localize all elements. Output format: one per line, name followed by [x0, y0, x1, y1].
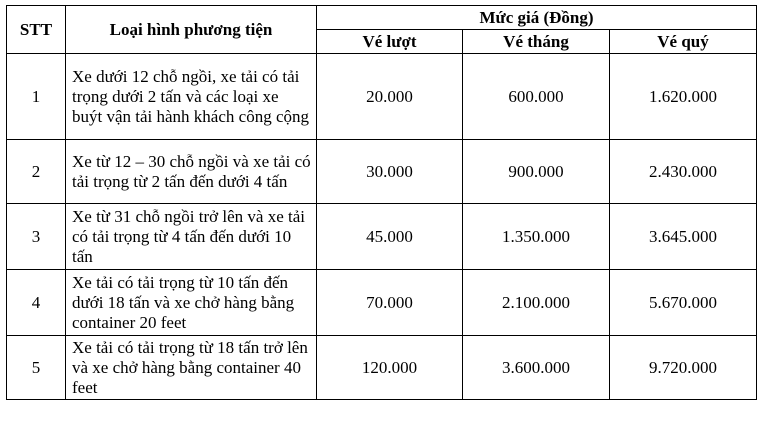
row-per-trip-price: 120.000	[317, 336, 463, 400]
row-per-trip-price: 30.000	[317, 140, 463, 204]
row-vehicle-type: Xe tải có tải trọng từ 18 tấn trở lên và xe chở hàng bằng container 40 feet	[66, 336, 317, 400]
table-row	[7, 336, 757, 400]
table-header	[7, 6, 757, 54]
row-vehicle-type: Xe từ 12 – 30 chỗ ngồi và xe tải có tải trọng từ 2 tấn đến dưới 4 tấn	[66, 140, 317, 204]
table-row	[7, 54, 757, 140]
header-price-group: Mức giá (Đồng)	[317, 6, 757, 30]
table-row	[7, 270, 757, 336]
table-row	[7, 204, 757, 270]
row-per-trip-price: 45.000	[317, 204, 463, 270]
header-vehicle-type: Loại hình phương tiện	[66, 6, 317, 54]
row-vehicle-type: Xe từ 31 chỗ ngồi trở lên và xe tải có tải trọng từ 4 tấn đến dưới 10 tấn	[66, 204, 317, 270]
row-quarterly-price: 1.620.000	[610, 54, 757, 140]
row-monthly-price: 900.000	[463, 140, 610, 204]
table-row	[7, 140, 757, 204]
row-stt: 2	[7, 140, 66, 204]
row-per-trip-price: 20.000	[317, 54, 463, 140]
row-monthly-price: 2.100.000	[463, 270, 610, 336]
table-body	[7, 54, 757, 400]
toll-fee-table	[6, 5, 757, 400]
row-monthly-price: 600.000	[463, 54, 610, 140]
header-quarterly: Vé quý	[610, 30, 757, 54]
row-stt: 1	[7, 54, 66, 140]
row-vehicle-type: Xe tải có tải trọng từ 10 tấn đến dưới 18 tấn và xe chở hàng bằng container 20 feet	[66, 270, 317, 336]
row-stt: 5	[7, 336, 66, 400]
row-quarterly-price: 9.720.000	[610, 336, 757, 400]
row-vehicle-type: Xe dưới 12 chỗ ngồi, xe tải có tải trọng dưới 2 tấn và các loại xe buýt vận tải hành khách công cộng	[66, 54, 317, 140]
header-per-trip: Vé lượt	[317, 30, 463, 54]
header-monthly: Vé tháng	[463, 30, 610, 54]
row-quarterly-price: 2.430.000	[610, 140, 757, 204]
row-per-trip-price: 70.000	[317, 270, 463, 336]
row-stt: 4	[7, 270, 66, 336]
header-row-top	[7, 6, 757, 30]
header-stt: STT	[7, 6, 66, 54]
row-stt: 3	[7, 204, 66, 270]
row-monthly-price: 1.350.000	[463, 204, 610, 270]
row-quarterly-price: 3.645.000	[610, 204, 757, 270]
row-quarterly-price: 5.670.000	[610, 270, 757, 336]
row-monthly-price: 3.600.000	[463, 336, 610, 400]
